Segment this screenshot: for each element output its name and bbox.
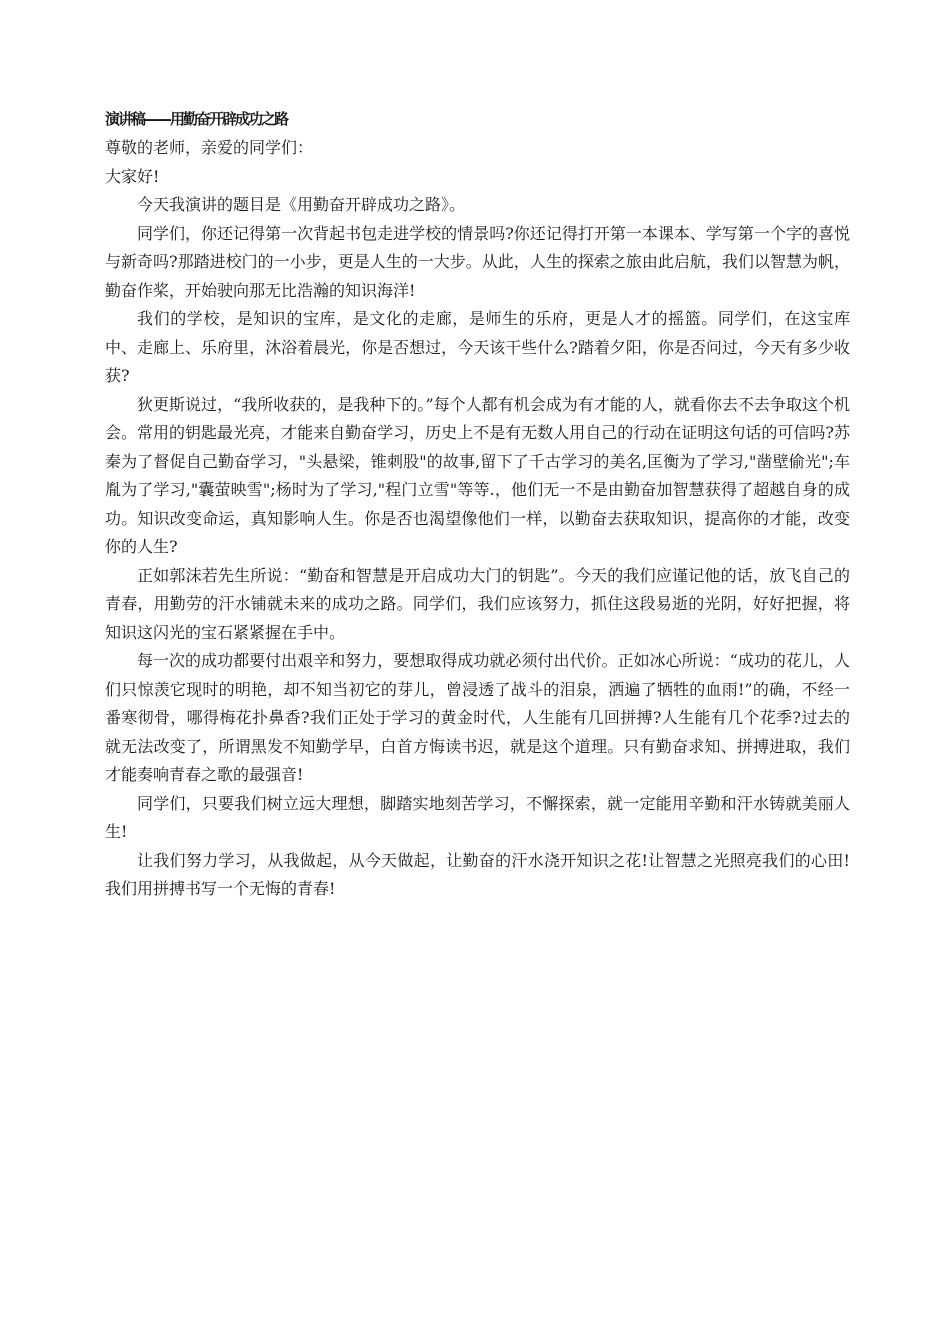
paragraph-closing: 让我们努力学习，从我做起，从今天做起，让勤奋的汗水浇开知识之花!让智慧之光照亮我们的心田!我们用拼搏书写一个无悔的青春! (105, 850, 850, 898)
paragraph-topic: 今天我演讲的题目是《用勤奋开辟成功之路》。 (137, 195, 466, 214)
paragraph-guo-moruo: 正如郭沫若先生所说：“勤奋和智慧是开启成功大门的钥匙”。今天的我们应谨记他的话，放飞自己的青春，用勤劳的汗水铺就未来的成功之路。同学们，我们应该努力，抓住这段易逝的光阴，好好把握，将知识这闪光的宝石紧紧握在手中。 (105, 565, 850, 642)
paragraph-bingxin: 每一次的成功都要付出艰辛和努力，要想取得成功就必须付出代价。正如冰心所说：“成功的花儿，人们只惊羡它现时的明艳，却不知当初它的芽儿，曾浸透了战斗的泪泉，洒遍了牺牲的血雨!”的确，不经一番寒彻骨，哪得梅花扑鼻香?我们正处于学习的黄金时代，人生能有几回拼搏?人生能有几个花季?过去的就无法改变了，所谓黑发不知勤学早，白首方悔读书迟，就是这个道理。只有勤奋求知、拼搏进取，我们才能奏响青春之歌的最强音! (105, 651, 850, 784)
document-title: 演讲稿——用勤奋开辟成功之路 (105, 110, 288, 128)
greeting: 大家好! (105, 166, 160, 186)
document-body (105, 108, 850, 904)
salutation: 尊敬的老师，亲爱的同学们： (105, 138, 314, 157)
paragraph-first-day: 同学们，你还记得第一次背起书包走进学校的情景吗?你还记得打开第一本课本、学写第一个字的喜悦与新奇吗?那踏进校门的一小步，更是人生的一大步。从此，人生的探索之旅由此启航，我们以智慧为帆，勤奋作桨，开始驶向那无比浩瀚的知识海洋! (105, 223, 850, 300)
paragraph-ideals: 同学们，只要我们树立远大理想，脚踏实地刻苦学习，不懈探索，就一定能用辛勤和汗水铸就美丽人生! (105, 793, 850, 841)
paragraph-school: 我们的学校，是知识的宝库，是文化的走廊，是师生的乐府，更是人才的摇篮。同学们，在这宝库中、走廊上、乐府里，沐浴着晨光，你是否想过，今天该干些什么?踏着夕阳，你是否问过，今天有多少收获? (105, 309, 850, 385)
paragraph-dickens: 狄更斯说过，“我所收获的，是我种下的。”每个人都有机会成为有才能的人，就看你去不去争取这个机会。常用的钥匙最光亮，才能来自勤奋学习，历史上不是有无数人用自己的行动在证明这句话的可信吗?苏秦为了督促自己勤奋学习，"头悬梁，锥刺股"的故事,留下了千古学习的美名,匡衡为了学习,"凿壁偷光";车胤为了学习,"囊萤映雪";杨时为了学习,"程门立雪"等等.，他们无一不是由勤奋加智慧获得了超越自身的成功。知识改变命运，真知影响人生。你是否也渴望像他们一样，以勤奋去获取知识，提高你的才能，改变你的人生? (105, 394, 850, 556)
